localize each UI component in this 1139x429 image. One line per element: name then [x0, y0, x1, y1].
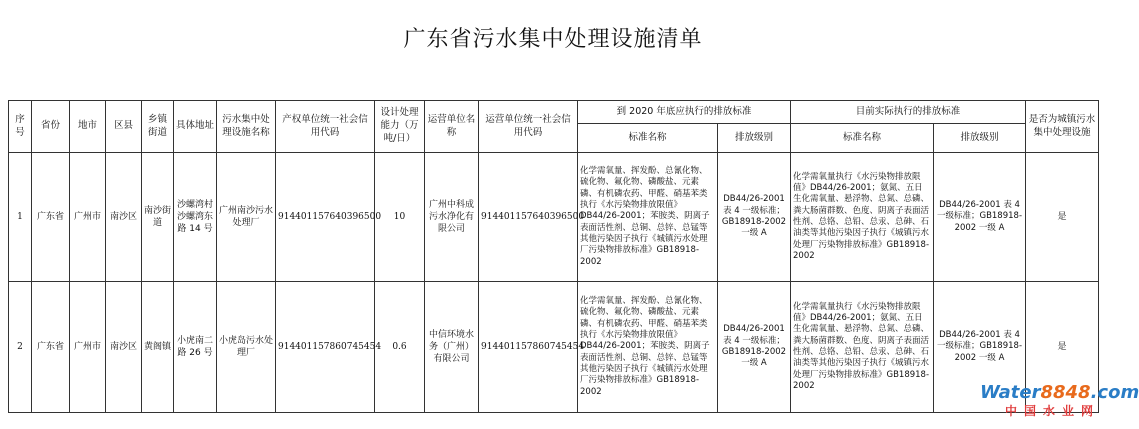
- header-owner-code: 产权单位统一社会信用代码: [276, 101, 375, 153]
- cell-current-name: 化学需氧量执行《水污染物排放限值》DB44/26-2001；氨氮、五日生化需氧量、悬浮物、总氮、总磷、粪大肠菌群数、色度、阴离子表面活性剂、总铬、总铅、总汞、总砷、石油类等其他污染因子执行《城镇污水处理厂污染物排放标准》GB18918-2002: [791, 282, 934, 413]
- cell-current-level: DB44/26-2001 表 4 一级标准；GB18918-2002 一级 A: [934, 282, 1026, 413]
- watermark-logo: [980, 382, 1139, 423]
- cell-operator: 中信环境水务（广州）有限公司: [425, 282, 479, 413]
- header-operator-code: 运营单位统一社会信用代码: [479, 101, 578, 153]
- cell-operator: 广州中科成污水净化有限公司: [425, 153, 479, 282]
- cell-std2020-level: DB44/26-2001 表 4 一级标准；GB18918-2002 一级 A: [718, 282, 791, 413]
- cell-std2020-level: DB44/26-2001 表 4 一级标准；GB18918-2002 一级 A: [718, 153, 791, 282]
- watermark-subtitle: 中国水业网: [1004, 404, 1100, 418]
- cell-district: 南沙区: [106, 153, 142, 282]
- cell-address: 沙螺湾村沙螺湾东路 14 号: [174, 153, 217, 282]
- header-town: 乡镇街道: [142, 101, 174, 153]
- header-std2020-level: 排放级别: [718, 124, 791, 153]
- cell-city: 广州市: [70, 153, 106, 282]
- watermark-brand-tail: .com: [1090, 382, 1139, 403]
- facility-table: [8, 100, 1099, 413]
- cell-operator-code: 914401157640396500: [479, 153, 578, 282]
- cell-current-level: DB44/26-2001 表 4 一级标准；GB18918-2002 一级 A: [934, 153, 1026, 282]
- header-current-group: 目前实际执行的排放标准: [791, 101, 1026, 124]
- watermark-brand-main: Water: [980, 382, 1041, 403]
- page-title: 广东省污水集中处理设施清单: [403, 27, 703, 52]
- cell-urban: 是: [1026, 282, 1099, 413]
- header-std2020-group: 到 2020 年底应执行的排放标准: [578, 101, 791, 124]
- cell-owner-code: 914401157860745454: [276, 282, 375, 413]
- cell-operator-code: 914401157860745454: [479, 282, 578, 413]
- header-capacity: 设计处理能力（万吨/日）: [375, 101, 425, 153]
- cell-current-name: 化学需氧量执行《水污染物排放限值》DB44/26-2001；氨氮、五日生化需氧量、悬浮物、总氮、总磷、粪大肠菌群数、色度、阴离子表面活性剂、总铬、总铅、总汞、总砷、石油类等其他污染因子执行《城镇污水处理厂污染物排放标准》GB18918-2002: [791, 153, 934, 282]
- header-current-level: 排放级别: [934, 124, 1026, 153]
- header-urban: 是否为城镇污水集中处理设施: [1026, 101, 1099, 153]
- table-row: [9, 282, 1099, 413]
- header-std2020-name: 标准名称: [578, 124, 718, 153]
- cell-std2020-name: 化学需氧量、挥发酚、总氰化物、硫化物、氟化物、磷酸盐、元素磷、有机磷农药、甲醛、硝基苯类执行《水污染物排放限值》DB44/26-2001；苯胺类、阴离子表面活性剂、总铜、总锌、总锰等其他污染因子执行《城镇污水处理厂污染物排放标准》GB18918-2002: [578, 153, 718, 282]
- cell-facility: 广州南沙污水处理厂: [217, 153, 276, 282]
- cell-seq: 2: [9, 282, 32, 413]
- watermark-brand-num: 8848: [1040, 382, 1091, 403]
- header-facility: 污水集中处理设施名称: [217, 101, 276, 153]
- cell-province: 广东省: [32, 282, 70, 413]
- cell-capacity: 10: [375, 153, 425, 282]
- header-district: 区县: [106, 101, 142, 153]
- header-operator: 运营单位名称: [425, 101, 479, 153]
- cell-province: 广东省: [32, 153, 70, 282]
- cell-town: 黄阁镇: [142, 282, 174, 413]
- cell-town: 南沙街道: [142, 153, 174, 282]
- cell-seq: 1: [9, 153, 32, 282]
- cell-owner-code: 914401157640396500: [276, 153, 375, 282]
- header-province: 省份: [32, 101, 70, 153]
- header-current-name: 标准名称: [791, 124, 934, 153]
- cell-urban: 是: [1026, 153, 1099, 282]
- watermark-brand: [980, 382, 1139, 403]
- cell-district: 南沙区: [106, 282, 142, 413]
- cell-address: 小虎南二路 26 号: [174, 282, 217, 413]
- cell-city: 广州市: [70, 282, 106, 413]
- cell-facility: 小虎岛污水处理厂: [217, 282, 276, 413]
- table-row: [9, 153, 1099, 282]
- header-seq: 序号: [9, 101, 32, 153]
- cell-capacity: 0.6: [375, 282, 425, 413]
- cell-std2020-name: 化学需氧量、挥发酚、总氰化物、硫化物、氟化物、磷酸盐、元素磷、有机磷农药、甲醛、硝基苯类执行《水污染物排放限值》DB44/26-2001；苯胺类、阴离子表面活性剂、总铜、总锌、总锰等其他污染因子执行《城镇污水处理厂污染物排放标准》GB18918-2002: [578, 282, 718, 413]
- header-address: 具体地址: [174, 101, 217, 153]
- header-city: 地市: [70, 101, 106, 153]
